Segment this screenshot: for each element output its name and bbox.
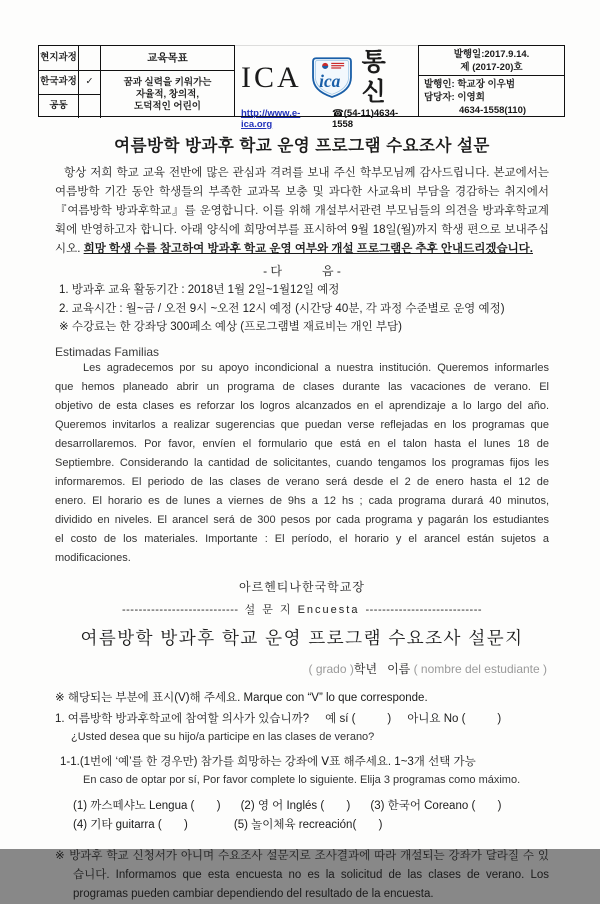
intro-paragraph [55,164,549,259]
ica-wordmark: ICA [241,61,302,94]
option-ingles-blank: (2) 영 어 Inglés ( ) [240,799,351,812]
course-type-table [38,45,235,117]
school-website-link[interactable]: http://www.e-ica.org [241,108,301,130]
question-1-text: 1. 여름방학 방과후학교에 참여할 의사가 있습니까? [55,712,310,725]
question-1-yes-blank: 예 sí ( ) [325,712,392,725]
survey-instruction: ※ 해당되는 부분에 표시(V)해 주세요. Marque con “V” lo que corresponde. [55,691,428,704]
issue-number: 제 (2017-20)호 [460,62,523,73]
name-hint: ( nombre del estudiante ) [413,661,547,676]
question-1-row [55,710,549,728]
student-name-line [55,660,549,677]
course-row-korean-checkmark: ✓ [79,71,101,95]
goal-line: 꿈과 실력을 키워가는 [123,76,212,88]
intro-emphasized-text: 희망 학생 수를 참고하여 방과후 학교 운영 여부와 개설 프로그램은 추후 안내드리겠습니다. [83,243,533,255]
question-1-1-spanish: En caso de optar por sí, Por favor complete lo siguiente. Elija 3 programas como máximo. [83,773,521,786]
cutoff-divider [55,601,549,617]
education-goal-text [101,71,234,118]
emblem-letters: ica [318,71,341,92]
ica-school-emblem-icon [309,56,355,100]
divider-dashes-right: ---------------------------- [365,603,483,616]
manager: 담당자: 이영희 [424,92,485,103]
school-phone: ☎(54-11)4634-1558 [331,108,399,130]
course-row-joint-checkbox [79,95,101,118]
education-goal-header: 교육목표 [101,46,234,71]
grade-hint: ( grado ) [308,661,354,676]
intro-text: 항상 저희 학교 교육 전반에 많은 관심과 격려를 보내 주신 학부모님께 감사드립니다. 본교에서는 여름방학 기간 동안 학생들의 부족한 교과목 보충 및 과다한 사교육비 부담을 경감하는 취지에서 『여름방학 방과후학교』를 운영합니다. 이를 위해 개설부서관련 부모님들의 의견을 방과후학교계획에 반영하고자 합니다. 아래 양식에 희망여부를 표시하여 9월 18일(월)까지 학생 편으로 보내주십시오. [55,167,549,255]
signature-principal: 아르헨티나한국학교장 [239,579,365,594]
course-row-local-checkbox [79,46,101,71]
course-options-row-1 [55,797,549,816]
option-recreacion-blank: (5) 놀이체육 recreación( ) [233,818,383,831]
question-1-1-text: 1-1.(1번에 ‘예’를 한 경우만) 참가를 희망하는 강좌에 Ⅴ표 해주세요. 1~3개 선택 가능 [60,755,476,768]
program-detail-list [55,281,549,337]
goal-line: 도덕적인 어린이 [134,100,201,112]
course-row-local-label: 현지과정 [39,46,79,71]
divider-label: 설 문 지 Encuesta [244,603,360,616]
spanish-paragraph: Les agradecemos por su apoyo incondicional a nuestra institución. Queremos informarles que hemos planeado abrir un programa de clases durante las vacaciones de verano. El objetivo de esta clases es reforzar los logros alcanzados en el aprendizaje a lo largo del año. Queremos invitarlos a realizar sugerencias que puedan verse reflejadas en los programas que desarrollaremos. Por favor, envíen el formulario que está en el talon hasta el lunes 18 de Septiembre. Considerando la cantidad de solicitantes, cuando tengamos los programas fijos les informaremos. El periodo de las clases de verano será desde el 2 de enero hasta el 12 de enero. El horario es de lunes a viernes de 9hs a 12 hs ; cada programa durará 40 minutos, dividido en niveles. El arancel será de 300 pesos por cada programa y pagarán los estudiantes el costo de los materiales. Importante : El período, el horario y el arancel están sujetos a modificaciones. [55,361,549,564]
masthead-header [38,45,565,130]
issue-date: 발행일:2017.9.14. [453,49,530,60]
notice-body [38,132,565,904]
publication-info-box [418,45,565,117]
page-title: 여름방학 방과후 학교 운영 프로그램 수요조사 설문 [114,137,490,155]
divider-dashes-left: ---------------------------- [121,603,239,616]
publisher: 발행인: 학교장 이우범 [424,79,516,90]
course-row-joint-label: 공동 [39,95,79,118]
list-item-fee: ※ 수강료는 한 강좌당 300페소 예상 (프로그램별 재료비는 개인 부담) [59,321,402,333]
newsletter-wordmark: 통신 [361,49,393,106]
grade-label: 학년 [353,661,378,676]
question-1-spanish: ¿Usted desea que su hijo/a participe en las clases de verano? [71,730,375,743]
course-options-row-2 [55,816,549,835]
list-item-schedule: 2. 교육시간 : 월~금 / 오전 9시 ~오전 12시 예정 (시간당 40분, 각 과정 수준별로 운영 예정) [59,302,505,315]
option-coreano-blank: (3) 한국어 Coreano ( ) [370,799,502,812]
course-row-korean-label: 한국과정 [39,71,79,95]
contact-phone: 4634-1558(110) [458,105,527,116]
survey-footnote: ※ 방과후 학교 신청서가 아니며 수요조사 설문지로 조사결과에 따라 개설되는 강좌가 달라질 수 있습니다. Informamos que esta encuesta no es la solicitud de las clases de verano. Los programas pueden cambiar dependiendo del resultado de la encuesta. [55,849,549,900]
option-lengua-blank: (1) 까스떼샤노 Lengua ( ) [73,799,221,812]
list-item-period: 1. 방과후 교육 활동기간 : 2018년 1월 2일~1월12일 예정 [59,284,340,296]
survey-title: 여름방학 방과후 학교 운영 프로그램 수요조사 설문지 [80,627,524,648]
question-1-no-blank: 아니요 No ( ) [407,712,502,725]
daum-section-header: - 다 음 - [263,264,341,278]
spanish-greeting: Estimadas Familias [55,344,160,359]
name-label: 이름 [387,661,411,676]
masthead-center [235,45,418,130]
option-guitarra-blank: (4) 기타 guitarra ( ) [73,818,188,831]
goal-line: 자율적, 창의적, [136,88,199,100]
